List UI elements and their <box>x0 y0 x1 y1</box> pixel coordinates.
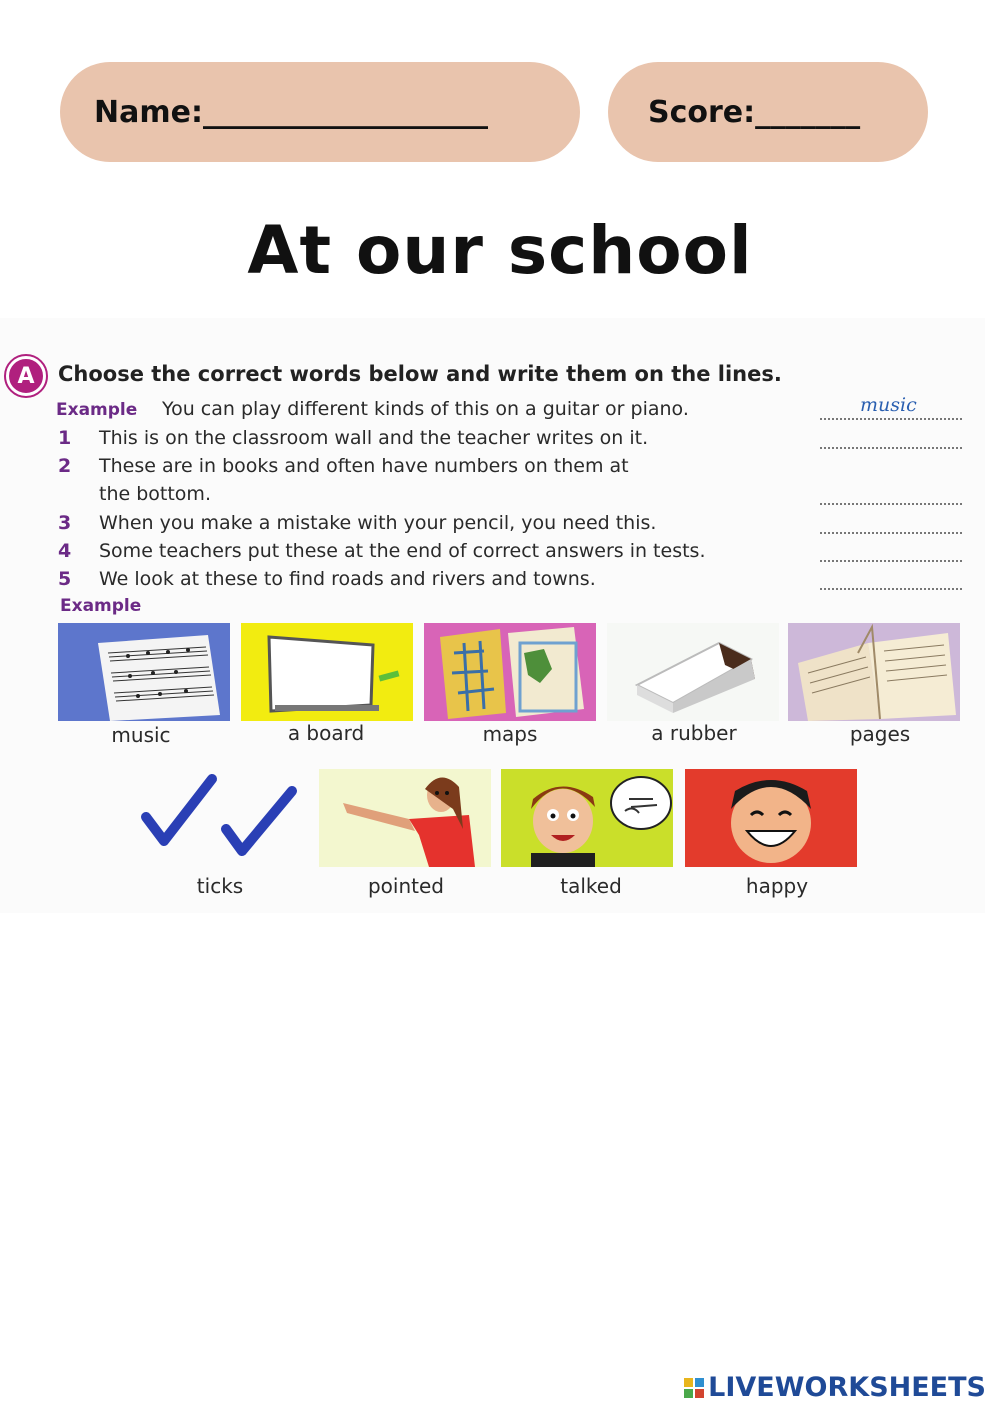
word-caption: ticks <box>196 874 244 898</box>
word-caption: a board <box>287 721 365 745</box>
logo-icon <box>684 1378 704 1398</box>
exercise-instruction: Choose the correct words below and write them on the lines. <box>58 362 782 386</box>
question-row <box>56 568 966 594</box>
answer-line[interactable] <box>820 503 962 505</box>
question-row <box>56 427 966 453</box>
score-field[interactable] <box>608 62 928 162</box>
brand-name: LIVEWORKSHEETS <box>708 1372 986 1403</box>
question-text: We look at these to find roads and rivers and towns. <box>99 568 596 590</box>
rubber-image <box>607 623 779 721</box>
word-caption: happy <box>745 874 809 898</box>
pages-image <box>788 623 960 721</box>
pointed-image <box>319 769 491 867</box>
example-row <box>56 394 966 424</box>
question-number: 5 <box>58 568 72 590</box>
word-caption: maps <box>482 722 538 746</box>
music-sheet-image <box>58 623 230 721</box>
maps-image <box>424 623 596 721</box>
question-text: Some teachers put these at the end of correct answers in tests. <box>99 540 706 562</box>
happy-image <box>685 769 857 867</box>
board-image <box>241 623 413 721</box>
answer-line[interactable] <box>820 447 962 449</box>
answer-line[interactable] <box>820 560 962 562</box>
question-text: This is on the classroom wall and the teacher writes on it. <box>99 427 649 449</box>
question-text: These are in books and often have numbers on them at <box>99 455 629 477</box>
score-label: Score:_______ <box>648 94 861 130</box>
page-title: At our school <box>247 212 753 289</box>
ticks-image <box>134 769 306 867</box>
question-number: 1 <box>58 427 72 449</box>
question-number: 2 <box>58 455 72 477</box>
question-text: When you make a mistake with your pencil, you need this. <box>99 512 657 534</box>
question-text-continued: the bottom. <box>99 483 211 505</box>
question-row <box>56 512 966 538</box>
answer-line <box>820 418 962 420</box>
name-field[interactable] <box>60 62 580 162</box>
exercise-badge: A <box>9 359 43 393</box>
example-answer: music <box>860 394 917 416</box>
word-caption: a rubber <box>651 721 737 745</box>
name-label: Name:___________________ <box>94 94 488 130</box>
liveworksheets-logo[interactable] <box>684 1372 986 1403</box>
question-number: 4 <box>58 540 72 562</box>
example-label-2: Example <box>60 596 142 616</box>
talked-image <box>501 769 673 867</box>
answer-line[interactable] <box>820 588 962 590</box>
answer-line[interactable] <box>820 532 962 534</box>
word-caption: pages <box>849 722 911 746</box>
question-number: 3 <box>58 512 72 534</box>
word-caption: pointed <box>367 874 444 898</box>
word-caption: music <box>111 723 171 747</box>
word-caption: talked <box>560 874 622 898</box>
example-label: Example <box>56 400 138 420</box>
question-row <box>56 455 966 511</box>
question-row <box>56 540 966 566</box>
example-text: You can play different kinds of this on a guitar or piano. <box>162 398 689 420</box>
